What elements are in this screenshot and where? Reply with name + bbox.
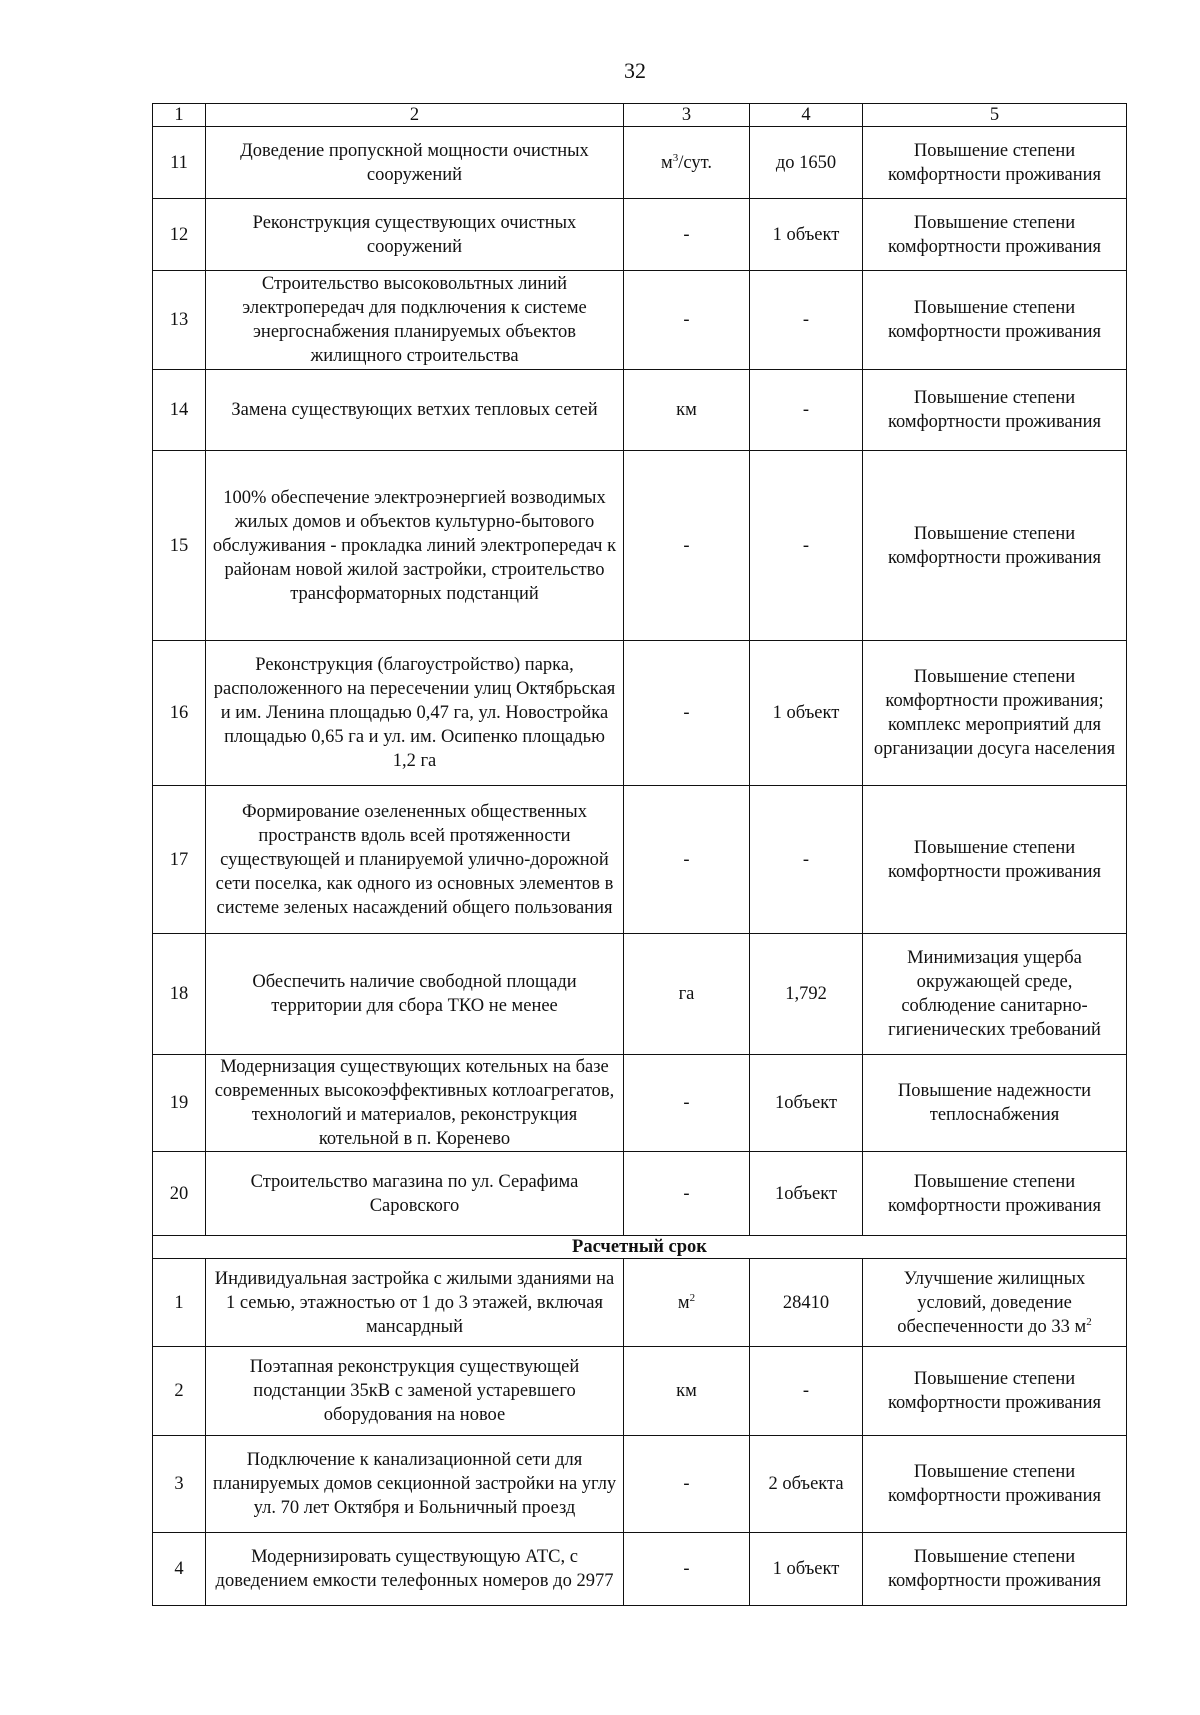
measure-result: Повышение степени комфортности проживания xyxy=(863,1436,1127,1533)
row-number: 16 xyxy=(153,641,206,786)
result-superscript: 2 xyxy=(1086,1315,1092,1328)
measure-description: Строительство магазина по ул. Серафима Саровского xyxy=(206,1152,624,1236)
table-row xyxy=(153,934,1127,1055)
measure-unit xyxy=(624,1259,750,1347)
measure-result: Повышение степени комфортности проживания; комплекс мероприятий для организации досуга населения xyxy=(863,641,1127,786)
measure-unit: км xyxy=(624,1347,750,1436)
measure-result: Повышение степени комфортности проживания xyxy=(863,1152,1127,1236)
measure-unit: - xyxy=(624,1436,750,1533)
measure-quantity: - xyxy=(750,786,863,934)
column-header: 1 xyxy=(153,104,206,127)
measure-description: Поэтапная реконструкция существующей подстанции 35кВ с заменой устаревшего оборудования на новое xyxy=(206,1347,624,1436)
table-row xyxy=(153,641,1127,786)
unit-base: м xyxy=(661,152,673,173)
row-number: 1 xyxy=(153,1259,206,1347)
measure-quantity: 1 объект xyxy=(750,641,863,786)
row-number: 15 xyxy=(153,451,206,641)
measure-description: Подключение к канализационной сети для планируемых домов секционной застройки на углу ул. 70 лет Октября и Больничный проезд xyxy=(206,1436,624,1533)
measure-description: 100% обеспечение электроэнергией возводимых жилых домов и объектов культурно-бытового обслуживания - прокладка линий электропередач к районам новой жилой застройки, строительство трансформаторных подстанций xyxy=(206,451,624,641)
row-number: 4 xyxy=(153,1533,206,1606)
measure-unit: - xyxy=(624,786,750,934)
measure-unit: - xyxy=(624,1533,750,1606)
row-number: 11 xyxy=(153,127,206,199)
measure-quantity: 28410 xyxy=(750,1259,863,1347)
measure-unit: - xyxy=(624,271,750,370)
table-header-row xyxy=(153,104,1127,127)
measure-result: Повышение степени комфортности проживания xyxy=(863,1347,1127,1436)
measure-quantity: - xyxy=(750,271,863,370)
table-row xyxy=(153,451,1127,641)
row-number: 20 xyxy=(153,1152,206,1236)
measure-unit: - xyxy=(624,451,750,641)
measure-result: Повышение степени комфортности проживания xyxy=(863,451,1127,641)
table-row xyxy=(153,1055,1127,1152)
section-row xyxy=(153,1236,1127,1259)
table-row xyxy=(153,1152,1127,1236)
measure-description: Реконструкция (благоустройство) парка, расположенного на пересечении улиц Октябрьская и им. Ленина площадью 0,47 га, ул. Новостройка площадью 0,65 га и ул. им. Осипенко площадью 1,2 га xyxy=(206,641,624,786)
row-number: 2 xyxy=(153,1347,206,1436)
measure-quantity: 1,792 xyxy=(750,934,863,1055)
measure-description: Строительство высоковольтных линий электропередач для подключения к системе энергоснабжения планируемых объектов жилищного строительства xyxy=(206,271,624,370)
measure-quantity: - xyxy=(750,1347,863,1436)
page-number: 32 xyxy=(624,58,646,83)
measure-unit xyxy=(624,127,750,199)
measure-description: Реконструкция существующих очистных сооружений xyxy=(206,199,624,271)
table-row xyxy=(153,1347,1127,1436)
row-number: 3 xyxy=(153,1436,206,1533)
measure-result: Повышение степени комфортности проживания xyxy=(863,1533,1127,1606)
measure-quantity: 2 объекта xyxy=(750,1436,863,1533)
measure-quantity: 1 объект xyxy=(750,199,863,271)
measure-description: Замена существующих ветхих тепловых сетей xyxy=(206,370,624,451)
table-row xyxy=(153,127,1127,199)
measure-quantity: - xyxy=(750,370,863,451)
measure-description: Индивидуальная застройка с жилыми зданиями на 1 семью, этажностью от 1 до 3 этажей, включая мансардный xyxy=(206,1259,624,1347)
measure-unit: - xyxy=(624,199,750,271)
measure-quantity: 1объект xyxy=(750,1055,863,1152)
measure-result: Повышение степени комфортности проживания xyxy=(863,786,1127,934)
column-header: 2 xyxy=(206,104,624,127)
table-row xyxy=(153,199,1127,271)
column-header: 3 xyxy=(624,104,750,127)
measure-quantity: 1 объект xyxy=(750,1533,863,1606)
measure-unit: - xyxy=(624,1152,750,1236)
measure-unit: км xyxy=(624,370,750,451)
row-number: 12 xyxy=(153,199,206,271)
table-row xyxy=(153,1436,1127,1533)
measure-quantity: 1объект xyxy=(750,1152,863,1236)
measure-quantity: - xyxy=(750,451,863,641)
row-number: 18 xyxy=(153,934,206,1055)
table-row xyxy=(153,1259,1127,1347)
measure-description: Модернизация существующих котельных на базе современных высокоэффективных котлоагрегатов, технологий и материалов, реконструкция котельной в п. Коренево xyxy=(206,1055,624,1152)
measure-quantity: до 1650 xyxy=(750,127,863,199)
measure-unit: га xyxy=(624,934,750,1055)
measure-result: Повышение надежности теплоснабжения xyxy=(863,1055,1127,1152)
measures-table xyxy=(152,103,1127,1606)
unit-superscript: 3 xyxy=(672,151,679,164)
section-title: Расчетный срок xyxy=(153,1236,1127,1259)
unit-superscript: 2 xyxy=(689,1291,696,1304)
row-number: 19 xyxy=(153,1055,206,1152)
measure-result xyxy=(863,1259,1127,1347)
measure-description: Модернизировать существующую АТС, с доведением емкости телефонных номеров до 2977 xyxy=(206,1533,624,1606)
table-row xyxy=(153,370,1127,451)
table-row xyxy=(153,786,1127,934)
table-row xyxy=(153,1533,1127,1606)
unit-base: м xyxy=(677,1292,690,1313)
unit-tail: /сут. xyxy=(678,152,712,173)
measure-result: Повышение степени комфортности проживания xyxy=(863,370,1127,451)
measure-result: Повышение степени комфортности проживания xyxy=(863,127,1127,199)
row-number: 13 xyxy=(153,271,206,370)
measure-description: Доведение пропускной мощности очистных сооружений xyxy=(206,127,624,199)
column-header: 4 xyxy=(750,104,863,127)
measure-description: Формирование озелененных общественных пространств вдоль всей протяженности существующей и планируемой улично-дорожной сети поселка, как одного из основных элементов в системе зеленых насаждений общего пользования xyxy=(206,786,624,934)
row-number: 14 xyxy=(153,370,206,451)
table-row xyxy=(153,271,1127,370)
result-text: Улучшение жилищных условий, доведение обеспеченности до 33 м xyxy=(897,1268,1087,1337)
measure-unit: - xyxy=(624,1055,750,1152)
measure-result: Повышение степени комфортности проживания xyxy=(863,199,1127,271)
measure-result: Повышение степени комфортности проживания xyxy=(863,271,1127,370)
measure-unit: - xyxy=(624,641,750,786)
measure-result: Минимизация ущерба окружающей среде, соблюдение санитарно-гигиенических требований xyxy=(863,934,1127,1055)
row-number: 17 xyxy=(153,786,206,934)
column-header: 5 xyxy=(863,104,1127,127)
measure-description: Обеспечить наличие свободной площади территории для сбора ТКО не менее xyxy=(206,934,624,1055)
